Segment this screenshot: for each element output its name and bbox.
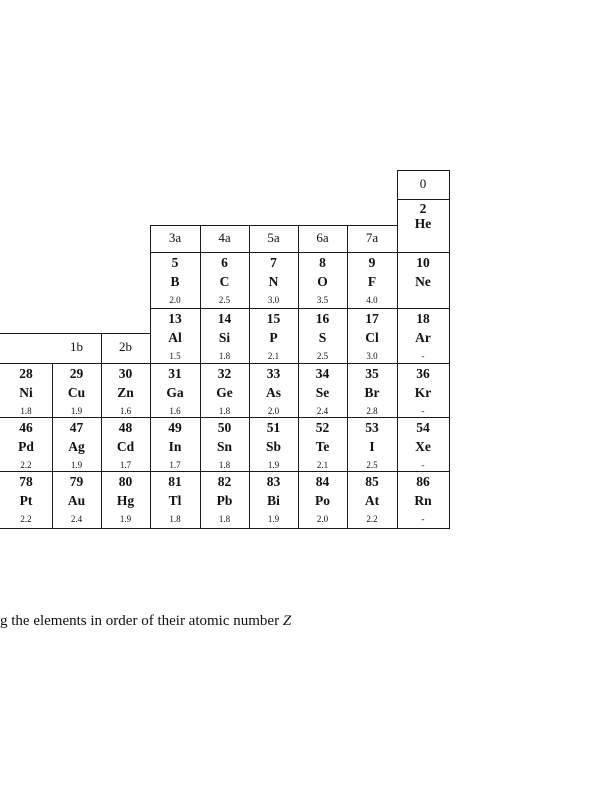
- element-cell-n: [249, 255, 298, 307]
- caption-z-symbol: Z: [282, 613, 292, 629]
- electronegativity: 3.0: [267, 295, 280, 305]
- element-symbol: Ga: [166, 385, 184, 400]
- atomic-number: 35: [365, 366, 379, 381]
- electronegativity: 1.7: [169, 460, 181, 470]
- element-cell-si: [200, 311, 249, 363]
- atomic-number: 51: [266, 420, 281, 435]
- atomic-number: 52: [315, 420, 330, 435]
- electronegativity: 2.5: [218, 295, 231, 305]
- element-symbol: In: [168, 439, 182, 454]
- element-symbol: Pt: [19, 493, 33, 508]
- electronegativity: 2.4: [70, 514, 83, 524]
- group-header-6a: 6a: [316, 230, 329, 245]
- electronegativity: 1.8: [218, 514, 231, 524]
- electronegativity: 2.4: [316, 406, 329, 416]
- electronegativity: 1.6: [119, 406, 132, 416]
- atomic-number: 6: [221, 255, 228, 270]
- atomic-number: 8: [319, 255, 326, 270]
- electronegativity: 1.8: [169, 514, 181, 524]
- element-symbol: Si: [218, 330, 231, 345]
- group-header-0: 0: [419, 176, 427, 191]
- element-cell-br: [347, 366, 397, 418]
- element-cell-ge: [200, 366, 249, 418]
- element-symbol: Ag: [68, 439, 85, 454]
- electronegativity: 4.0: [366, 295, 378, 305]
- element-symbol: O: [317, 274, 328, 289]
- element-cell-kr: [397, 366, 449, 418]
- element-cell-po: [298, 474, 347, 526]
- atomic-number: 47: [69, 420, 84, 435]
- element-symbol: Zn: [117, 385, 134, 400]
- element-cell-b: [150, 255, 200, 307]
- element-cell-pd: [0, 420, 52, 472]
- atomic-number: 33: [266, 366, 281, 381]
- atomic-number: 7: [270, 255, 277, 270]
- element-cell-in: [150, 420, 200, 472]
- atomic-number: 2: [419, 201, 427, 216]
- element-cell-cd: [101, 420, 150, 472]
- element-symbol: Tl: [168, 493, 182, 508]
- element-symbol: Ni: [19, 385, 33, 400]
- electronegativity: 2.2: [366, 514, 378, 524]
- electronegativity: 1.7: [119, 460, 132, 470]
- atomic-number: 5: [171, 255, 179, 270]
- element-cell-te: [298, 420, 347, 472]
- electronegativity: 1.9: [70, 460, 83, 470]
- electronegativity: 2.8: [366, 406, 378, 416]
- atomic-number: 82: [217, 474, 232, 489]
- atomic-number: 46: [19, 420, 33, 435]
- table-rule-horizontal: [0, 363, 450, 364]
- element-cell-hg: [101, 474, 150, 526]
- atomic-number: 85: [365, 474, 379, 489]
- electronegativity: 1.6: [169, 406, 181, 416]
- element-symbol: Cu: [67, 385, 86, 400]
- electronegativity: 2.0: [169, 295, 181, 305]
- element-cell-ga: [150, 366, 200, 418]
- atomic-number: 32: [217, 366, 232, 381]
- electronegativity: -: [421, 406, 425, 416]
- electronegativity: 3.0: [366, 351, 378, 361]
- table-rule-horizontal: [397, 199, 450, 200]
- element-cell-au: [52, 474, 101, 526]
- element-cell-cl: [347, 311, 397, 363]
- table-rule-horizontal: [0, 333, 151, 334]
- group-header-2b: 2b: [119, 339, 132, 354]
- atomic-number: 53: [365, 420, 379, 435]
- electronegativity: 1.9: [119, 514, 132, 524]
- table-rule-horizontal: [0, 528, 450, 529]
- atomic-number: 79: [69, 474, 84, 489]
- group-header-7a: 7a: [365, 230, 379, 245]
- element-symbol: Au: [67, 493, 86, 508]
- element-symbol: Se: [315, 385, 330, 400]
- element-cell-p: [249, 311, 298, 363]
- electronegativity: 1.9: [70, 406, 83, 416]
- element-symbol: Ge: [216, 385, 233, 400]
- electronegativity: 1.5: [169, 351, 181, 361]
- electronegativity: 1.9: [267, 460, 280, 470]
- atomic-number: 14: [217, 311, 232, 326]
- atomic-number: 30: [118, 366, 133, 381]
- element-cell-ar: [397, 311, 449, 363]
- electronegativity: 2.2: [20, 460, 32, 470]
- atomic-number: 81: [168, 474, 182, 489]
- element-symbol: Ar: [415, 330, 431, 345]
- element-symbol: He: [414, 216, 432, 231]
- element-symbol: S: [318, 330, 327, 345]
- table-rule-horizontal: [397, 170, 450, 171]
- electronegativity: 3.5: [316, 295, 329, 305]
- table-rule-horizontal: [150, 308, 450, 309]
- atomic-number: 15: [266, 311, 281, 326]
- element-cell-f: [347, 255, 397, 307]
- element-symbol: At: [364, 493, 380, 508]
- atomic-number: 49: [168, 420, 182, 435]
- atomic-number: 84: [315, 474, 330, 489]
- element-cell-sb: [249, 420, 298, 472]
- element-cell-s: [298, 311, 347, 363]
- atomic-number: 9: [368, 255, 376, 270]
- group-header-1b: 1b: [70, 339, 83, 354]
- element-cell-zn: [101, 366, 150, 418]
- element-symbol: Cl: [365, 330, 379, 345]
- element-cell-at: [347, 474, 397, 526]
- electronegativity: 2.5: [316, 351, 329, 361]
- atomic-number: 18: [416, 311, 430, 326]
- element-symbol: P: [269, 330, 278, 345]
- atomic-number: 86: [416, 474, 430, 489]
- element-cell-he: [397, 201, 449, 253]
- element-cell-pb: [200, 474, 249, 526]
- element-symbol: As: [265, 385, 281, 400]
- element-cell-bi: [249, 474, 298, 526]
- electronegativity: 2.1: [267, 351, 280, 361]
- element-cell-pt: [0, 474, 52, 526]
- element-symbol: Bi: [267, 493, 280, 508]
- element-symbol: B: [170, 274, 180, 289]
- element-symbol: Cd: [116, 439, 135, 454]
- atomic-number: 50: [217, 420, 232, 435]
- element-cell-sn: [200, 420, 249, 472]
- electronegativity: 2.2: [20, 514, 32, 524]
- element-symbol: Po: [315, 493, 330, 508]
- element-symbol: Br: [364, 385, 380, 400]
- element-symbol: C: [219, 274, 230, 289]
- electronegativity: 2.1: [316, 460, 329, 470]
- element-cell-ne: [397, 255, 449, 307]
- element-symbol: Sn: [216, 439, 233, 454]
- element-symbol: Pd: [18, 439, 34, 454]
- atomic-number: 10: [416, 255, 430, 270]
- atomic-number: 17: [365, 311, 379, 326]
- atomic-number: 78: [19, 474, 33, 489]
- element-cell-ni: [0, 366, 52, 418]
- electronegativity: 1.9: [267, 514, 280, 524]
- element-symbol: Kr: [414, 385, 432, 400]
- electronegativity: 1.8: [218, 460, 231, 470]
- element-cell-c: [200, 255, 249, 307]
- electronegativity: 1.8: [20, 406, 32, 416]
- caption: [0, 612, 291, 630]
- element-cell-al: [150, 311, 200, 363]
- atomic-number: 36: [416, 366, 430, 381]
- element-cell-ag: [52, 420, 101, 472]
- element-symbol: N: [268, 274, 279, 289]
- element-cell-as: [249, 366, 298, 418]
- electronegativity: -: [421, 460, 425, 470]
- element-symbol: Al: [168, 330, 182, 345]
- electronegativity: 1.8: [218, 351, 231, 361]
- electronegativity: -: [421, 514, 425, 524]
- atomic-number: 16: [315, 311, 330, 326]
- table-rule-vertical: [449, 170, 450, 529]
- atomic-number: 28: [19, 366, 33, 381]
- atomic-number: 34: [315, 366, 330, 381]
- atomic-number: 80: [118, 474, 133, 489]
- element-symbol: Xe: [415, 439, 431, 454]
- element-cell-cu: [52, 366, 101, 418]
- electronegativity: -: [421, 351, 425, 361]
- element-cell-tl: [150, 474, 200, 526]
- atomic-number: 13: [168, 311, 182, 326]
- element-cell-o: [298, 255, 347, 307]
- atomic-number: 48: [118, 420, 133, 435]
- table-rule-horizontal: [150, 225, 398, 226]
- element-symbol: Te: [315, 439, 330, 454]
- electronegativity: 1.8: [218, 406, 231, 416]
- element-symbol: Ne: [415, 274, 431, 289]
- electronegativity: 2.0: [267, 406, 280, 416]
- element-symbol: F: [367, 274, 377, 289]
- atomic-number: 29: [69, 366, 84, 381]
- atomic-number: 54: [416, 420, 430, 435]
- atomic-number: 83: [266, 474, 281, 489]
- electronegativity: 2.5: [366, 460, 378, 470]
- element-cell-rn: [397, 474, 449, 526]
- group-header-4a: 4a: [218, 230, 231, 245]
- element-cell-xe: [397, 420, 449, 472]
- element-symbol: Rn: [414, 493, 432, 508]
- group-header-3a: 3a: [168, 230, 182, 245]
- element-cell-se: [298, 366, 347, 418]
- electronegativity: 2.0: [316, 514, 329, 524]
- group-header-5a: 5a: [267, 230, 280, 245]
- element-symbol: Sb: [265, 439, 282, 454]
- element-symbol: Hg: [116, 493, 135, 508]
- atomic-number: 31: [168, 366, 182, 381]
- caption-text: g the elements in order of their atomic number: [0, 613, 283, 629]
- element-cell-i: [347, 420, 397, 472]
- element-symbol: I: [369, 439, 375, 454]
- element-symbol: Pb: [216, 493, 233, 508]
